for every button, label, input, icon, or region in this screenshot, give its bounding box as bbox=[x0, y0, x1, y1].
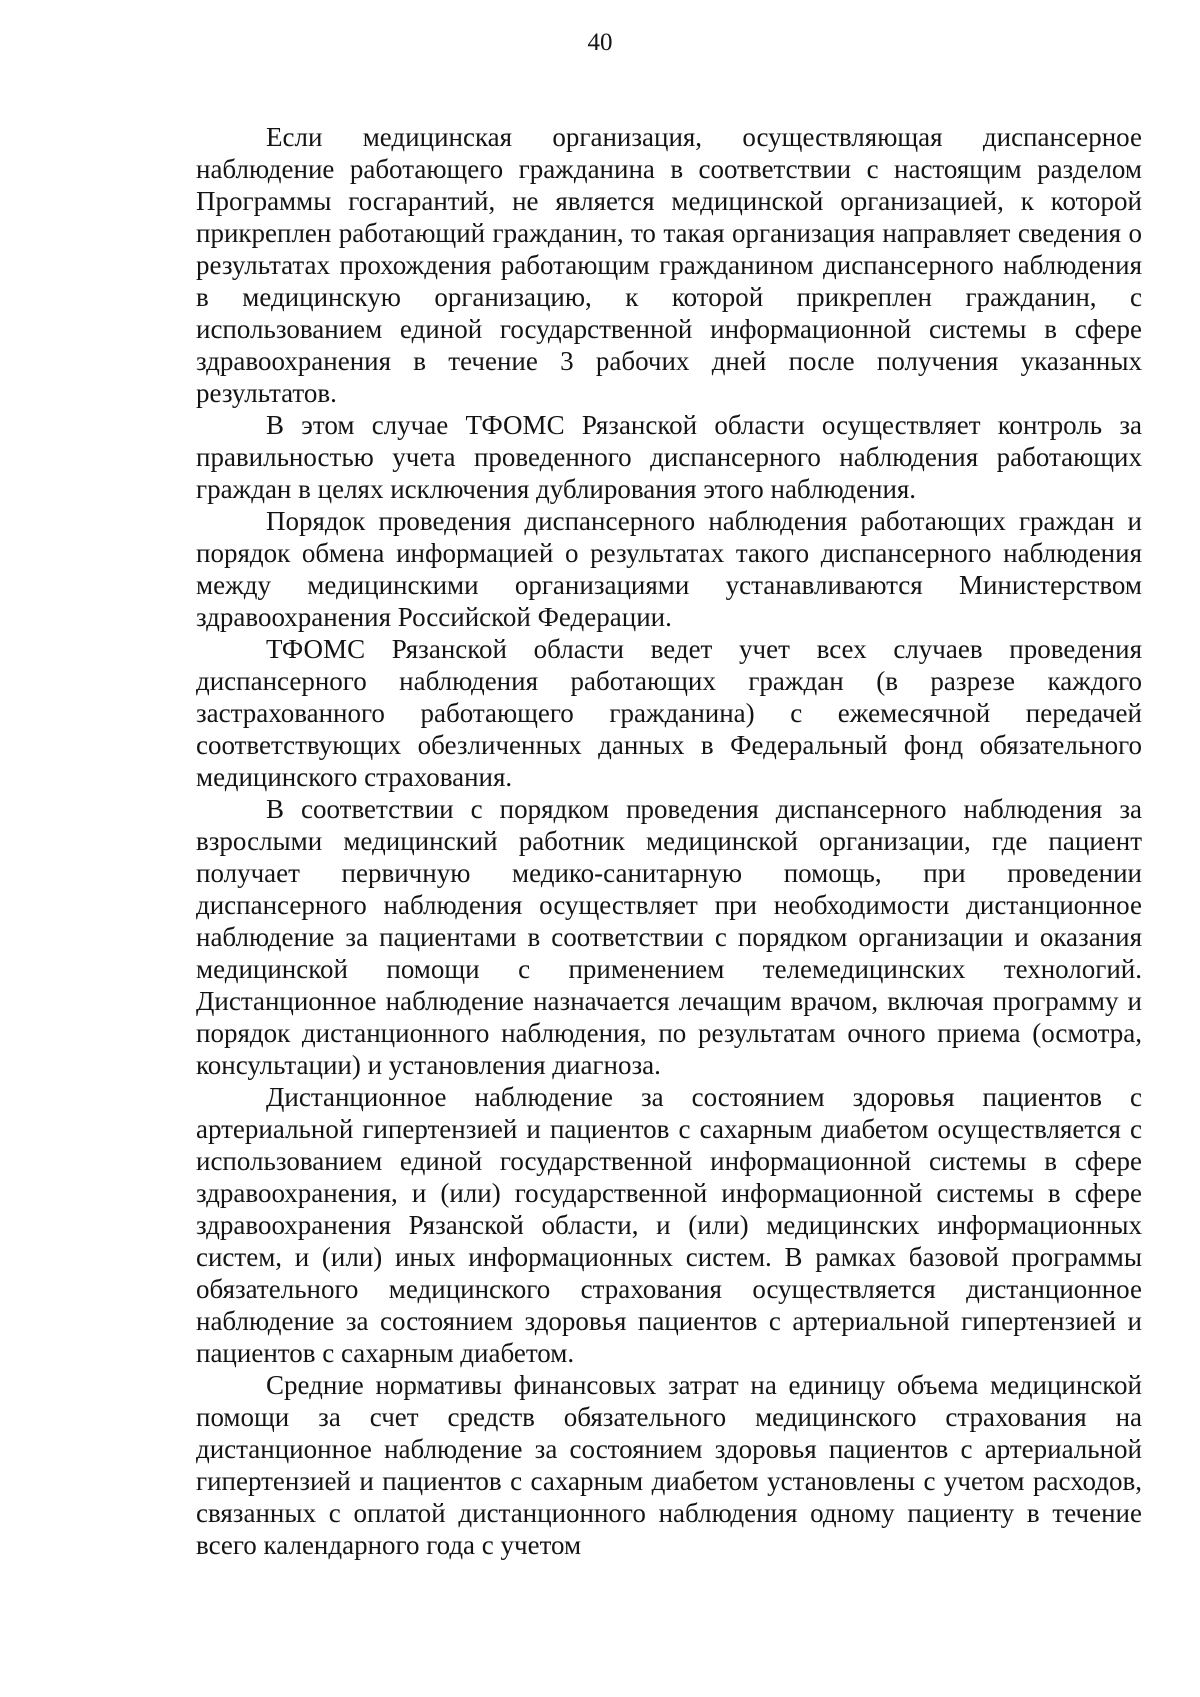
paragraph-4: ТФОМС Рязанской области ведет учет всех случаев проведения диспансерного наблюдения работающих граждан (в разрезе каждого застрахованного работающего гражданина) с ежемесячной передачей соответствующих обезличенных данных в Федеральный фонд обязательного медицинского страхования. bbox=[196, 634, 1142, 792]
paragraph-1: Если медицинская организация, осуществляющая диспансерное наблюдение работающего гражданина в соответствии с настоящим разделом Программы госгарантий, не является медицинской организацией, к которой прикреплен работающий гражданин, то такая организация направляет сведения о результатах прохождения работающим гражданином диспансерного наблюдения в медицинскую организацию, к которой прикреплен гражданин, с использованием единой государственной информационной системы в сфере здравоохранения в течение 3 рабочих дней после получения указанных результатов. bbox=[196, 122, 1142, 408]
paragraph-5: В соответствии с порядком проведения диспансерного наблюдения за взрослыми медицинский работник медицинской организации, где пациент получает первичную медико-санитарную помощь, при проведении диспансерного наблюдения осуществляет при необходимости дистанционное наблюдение за пациентами в соответствии с порядком организации и оказания медицинской помощи с применением телемедицинских технологий. Дистанционное наблюдение назначается лечащим врачом, включая программу и порядок дистанционного наблюдения, по результатам очного приема (осмотра, консультации) и установления диагноза. bbox=[196, 794, 1142, 1080]
paragraph-7: Средние нормативы финансовых затрат на единицу объема медицинской помощи за счет средств обязательного медицинского страхования на дистанционное наблюдение за состоянием здоровья пациентов с артериальной гипертензией и пациентов с сахарным диабетом установлены с учетом расходов, связанных с оплатой дистанционного наблюдения одному пациенту в течение всего календарного года с учетом bbox=[196, 1370, 1142, 1560]
document-body bbox=[196, 121, 1142, 1561]
paragraph-3: Порядок проведения диспансерного наблюдения работающих граждан и порядок обмена информацией о результатах такого диспансерного наблюдения между медицинскими организациями устанавливаются Министерством здравоохранения Российской Федерации. bbox=[196, 506, 1142, 632]
page-number: 40 bbox=[587, 29, 613, 56]
paragraph-2: В этом случае ТФОМС Рязанской области осуществляет контроль за правильностью учета проведенного диспансерного наблюдения работающих граждан в целях исключения дублирования этого наблюдения. bbox=[196, 410, 1142, 504]
paragraph-6: Дистанционное наблюдение за состоянием здоровья пациентов с артериальной гипертензией и пациентов с сахарным диабетом осуществляется с использованием единой государственной информационной системы в сфере здравоохранения, и (или) государственной информационной системы в сфере здравоохранения Рязанской области, и (или) медицинских информационных систем, и (или) иных информационных систем. В рамках базовой программы обязательного медицинского страхования осуществляется дистанционное наблюдение за состоянием здоровья пациентов с артериальной гипертензией и пациентов с сахарным диабетом. bbox=[196, 1082, 1142, 1368]
